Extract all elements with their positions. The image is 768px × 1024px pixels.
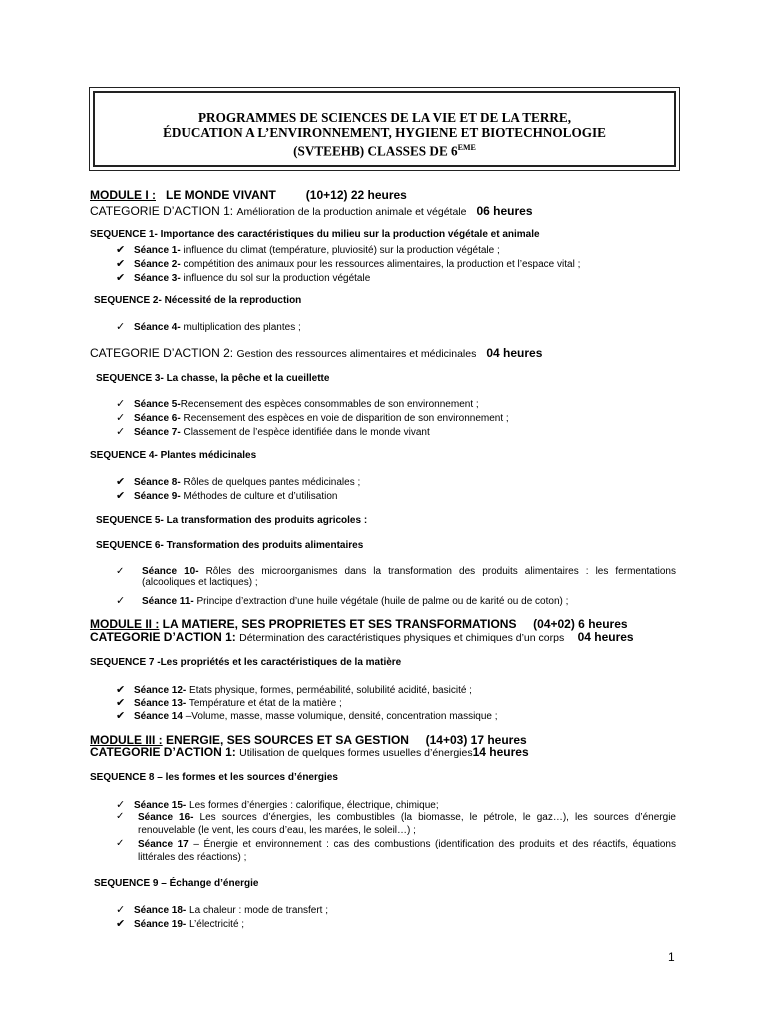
- check-icon: ✓: [116, 595, 126, 607]
- seance-text: Recensement des espèces en voie de disparition de son environnement ;: [180, 413, 509, 424]
- check-icon: ✔: [116, 710, 126, 722]
- seance-text: Etats physique, formes, perméabilité, solubilité acidité, basicité ;: [186, 685, 472, 696]
- seance-label: Séance 5-: [134, 399, 181, 410]
- check-icon: ✓: [116, 566, 125, 577]
- seance-label: Séance 4-: [134, 322, 181, 333]
- list-item: [116, 425, 430, 438]
- check-icon: ✔: [116, 244, 126, 256]
- module-2-heading: [90, 617, 628, 631]
- seance-text: Les formes d’énergies : calorifique, électrique, chimique;: [186, 800, 439, 811]
- category-1-label: CATEGORIE D’ACTION 1:: [90, 204, 234, 218]
- seance-label: Séance 14: [134, 711, 183, 722]
- module-2-name: LA MATIERE, SES PROPRIETES ET SES TRANSFORMATIONS: [162, 617, 517, 631]
- seance-text: La chaleur : mode de transfert ;: [186, 905, 329, 916]
- category-2-heading: [90, 346, 542, 360]
- seance-label: Séance 7-: [134, 427, 181, 438]
- module-2-label: MODULE II :: [90, 617, 160, 631]
- seance-text: Rôles de quelques pantes médicinales ;: [180, 477, 361, 488]
- seance-label: Séance 15-: [134, 800, 187, 811]
- module-1-heading: [90, 188, 407, 202]
- module-1-name: LE MONDE VIVANT: [166, 188, 276, 202]
- category-4-hours: 14 heures: [472, 745, 529, 759]
- category-3-hours: 04 heures: [577, 630, 634, 644]
- sequence-3-title: SEQUENCE 3- La chasse, la pêche et la cueillette: [96, 373, 330, 384]
- seance-label: Séance 18-: [134, 905, 187, 916]
- list-item: [116, 917, 244, 930]
- module-2-hours: (04+02) 6 heures: [533, 617, 628, 631]
- list-item: [116, 903, 328, 916]
- list-item: [116, 475, 360, 488]
- module-3-hours: (14+03) 17 heures: [425, 733, 527, 747]
- seance-text: – Énergie et environnement : cas des combustions (identification des produits et des réactifs, équations littérales des réactions) ;: [138, 839, 676, 863]
- category-2-label: CATEGORIE D’ACTION 2:: [90, 346, 234, 360]
- list-item: [116, 696, 342, 709]
- category-2-desc: Gestion des ressources alimentaires et médicinales: [236, 348, 477, 360]
- list-item: [116, 709, 498, 722]
- check-icon: ✓: [116, 321, 126, 333]
- list-item: [116, 489, 337, 502]
- seance-label: Séance 12-: [134, 685, 187, 696]
- title-line-2: ÉDUCATION A L’ENVIRONNEMENT, HYGIENE ET BIOTECHNOLOGIE: [163, 125, 606, 140]
- list-item: [138, 838, 676, 864]
- title-line-3: [95, 140, 674, 158]
- seance-text: Température et état de la matière ;: [186, 698, 342, 709]
- check-icon: ✓: [116, 838, 125, 849]
- seance-label: Séance 16-: [138, 812, 194, 823]
- category-4-desc: Utilisation de quelques formes usuelles d’énergies: [239, 747, 473, 759]
- list-item: [142, 566, 676, 588]
- list-item: [116, 397, 479, 410]
- sequence-5-title: SEQUENCE 5- La transformation des produits agricoles :: [96, 515, 368, 526]
- category-4-heading: [90, 745, 529, 759]
- seance-text: –Volume, masse, masse volumique, densité, concentration massique ;: [182, 711, 498, 722]
- list-item: [116, 243, 500, 256]
- seance-text: multiplication des plantes ;: [180, 322, 301, 333]
- sequence-1-title: SEQUENCE 1- Importance des caractéristiques du milieu sur la production végétale et animale: [90, 229, 540, 240]
- module-3-name: ENERGIE, SES SOURCES ET SA GESTION: [166, 733, 409, 747]
- title-superscript: EME: [457, 143, 476, 152]
- module-3-label: MODULE III :: [90, 733, 163, 747]
- list-item: [116, 594, 568, 607]
- sequence-6-title: SEQUENCE 6- Transformation des produits alimentaires: [96, 540, 364, 551]
- check-icon: ✓: [116, 412, 126, 424]
- title-box-inner: [93, 91, 676, 167]
- sequence-8-title: SEQUENCE 8 – les formes et les sources d’énergies: [90, 772, 338, 783]
- seance-text: Principe d’extraction d’une huile végétale (huile de palme ou de karité ou de coton) ;: [193, 596, 569, 607]
- seance-text: Méthodes de culture et d’utilisation: [180, 491, 338, 502]
- seance-text: Les sources d’énergies, les combustibles (la biomasse, le pétrole, le gaz…), les sources d’énergie renouvelable (le vent, les cours d’eau, les marées, le soleil…) ;: [138, 812, 676, 836]
- list-item: [116, 257, 580, 270]
- seance-text: L’électricité ;: [186, 919, 245, 930]
- sequence-2-title: SEQUENCE 2- Nécessité de la reproduction: [94, 295, 302, 306]
- seance-text: influence du climat (température, pluviosité) sur la production végétale ;: [180, 245, 500, 256]
- list-item: [138, 811, 676, 837]
- list-item: [116, 411, 509, 424]
- seance-label: Séance 2-: [134, 259, 181, 270]
- check-icon: ✓: [116, 398, 126, 410]
- check-icon: ✓: [116, 799, 126, 811]
- sequence-7-title: SEQUENCE 7 -Les propriétés et les caractéristiques de la matière: [90, 657, 402, 668]
- category-4-label: CATEGORIE D’ACTION 1:: [90, 745, 236, 759]
- check-icon: ✔: [116, 476, 126, 488]
- seance-label: Séance 19-: [134, 919, 187, 930]
- check-icon: ✔: [116, 697, 126, 709]
- title-line-1: PROGRAMMES DE SCIENCES DE LA VIE ET DE LA TERRE,: [197, 110, 571, 125]
- list-item: [116, 798, 439, 811]
- check-icon: ✔: [116, 918, 126, 930]
- module-1-hours: (10+12) 22 heures: [305, 188, 407, 202]
- seance-label: Séance 3-: [134, 273, 181, 284]
- category-1-desc: Amélioration de la production animale et végétale: [236, 206, 467, 218]
- category-2-hours: 04 heures: [486, 346, 543, 360]
- seance-label: Séance 11-: [142, 596, 194, 607]
- check-icon: ✓: [116, 426, 126, 438]
- page-number: 1: [668, 950, 675, 964]
- seance-label: Séance 1-: [134, 245, 181, 256]
- list-item: [116, 271, 370, 284]
- list-item: [116, 683, 472, 696]
- module-1-label: MODULE I :: [90, 188, 156, 202]
- sequence-9-title: SEQUENCE 9 – Échange d’énergie: [94, 878, 259, 889]
- category-1-hours: 06 heures: [476, 204, 533, 218]
- seance-text: compétition des animaux pour les ressources alimentaires, la production et l’espace vital ;: [180, 259, 581, 270]
- seance-text: influence du sol sur la production végétale: [180, 273, 371, 284]
- title-box: [89, 87, 680, 171]
- check-icon: ✓: [116, 811, 125, 822]
- check-icon: ✔: [116, 490, 126, 502]
- category-3-label: CATEGORIE D’ACTION 1:: [90, 630, 236, 644]
- seance-label: Séance 9-: [134, 491, 181, 502]
- seance-text: Classement de l’espèce identifiée dans le monde vivant: [180, 427, 430, 438]
- seance-label: Séance 8-: [134, 477, 181, 488]
- seance-text: Rôles des microorganismes dans la transformation des produits alimentaires : les fermentations (alcooliques et lactiques) ;: [142, 566, 676, 588]
- list-item: [116, 320, 301, 333]
- check-icon: ✔: [116, 272, 126, 284]
- seance-text: Recensement des espèces consommables de son environnement ;: [180, 399, 479, 410]
- check-icon: ✔: [116, 258, 126, 270]
- seance-label: Séance 10-: [142, 566, 199, 577]
- title-line-3-text: (SVTEEHB) CLASSES DE 6: [293, 143, 458, 159]
- check-icon: ✓: [116, 904, 126, 916]
- category-1-heading: [90, 204, 533, 218]
- category-3-heading: [90, 630, 634, 644]
- check-icon: ✔: [116, 684, 126, 696]
- sequence-4-title: SEQUENCE 4- Plantes médicinales: [90, 450, 257, 461]
- category-3-desc: Détermination des caractéristiques physiques et chimiques d’un corps: [239, 632, 565, 644]
- seance-label: Séance 17: [138, 839, 189, 850]
- seance-label: Séance 6-: [134, 413, 181, 424]
- seance-label: Séance 13-: [134, 698, 187, 709]
